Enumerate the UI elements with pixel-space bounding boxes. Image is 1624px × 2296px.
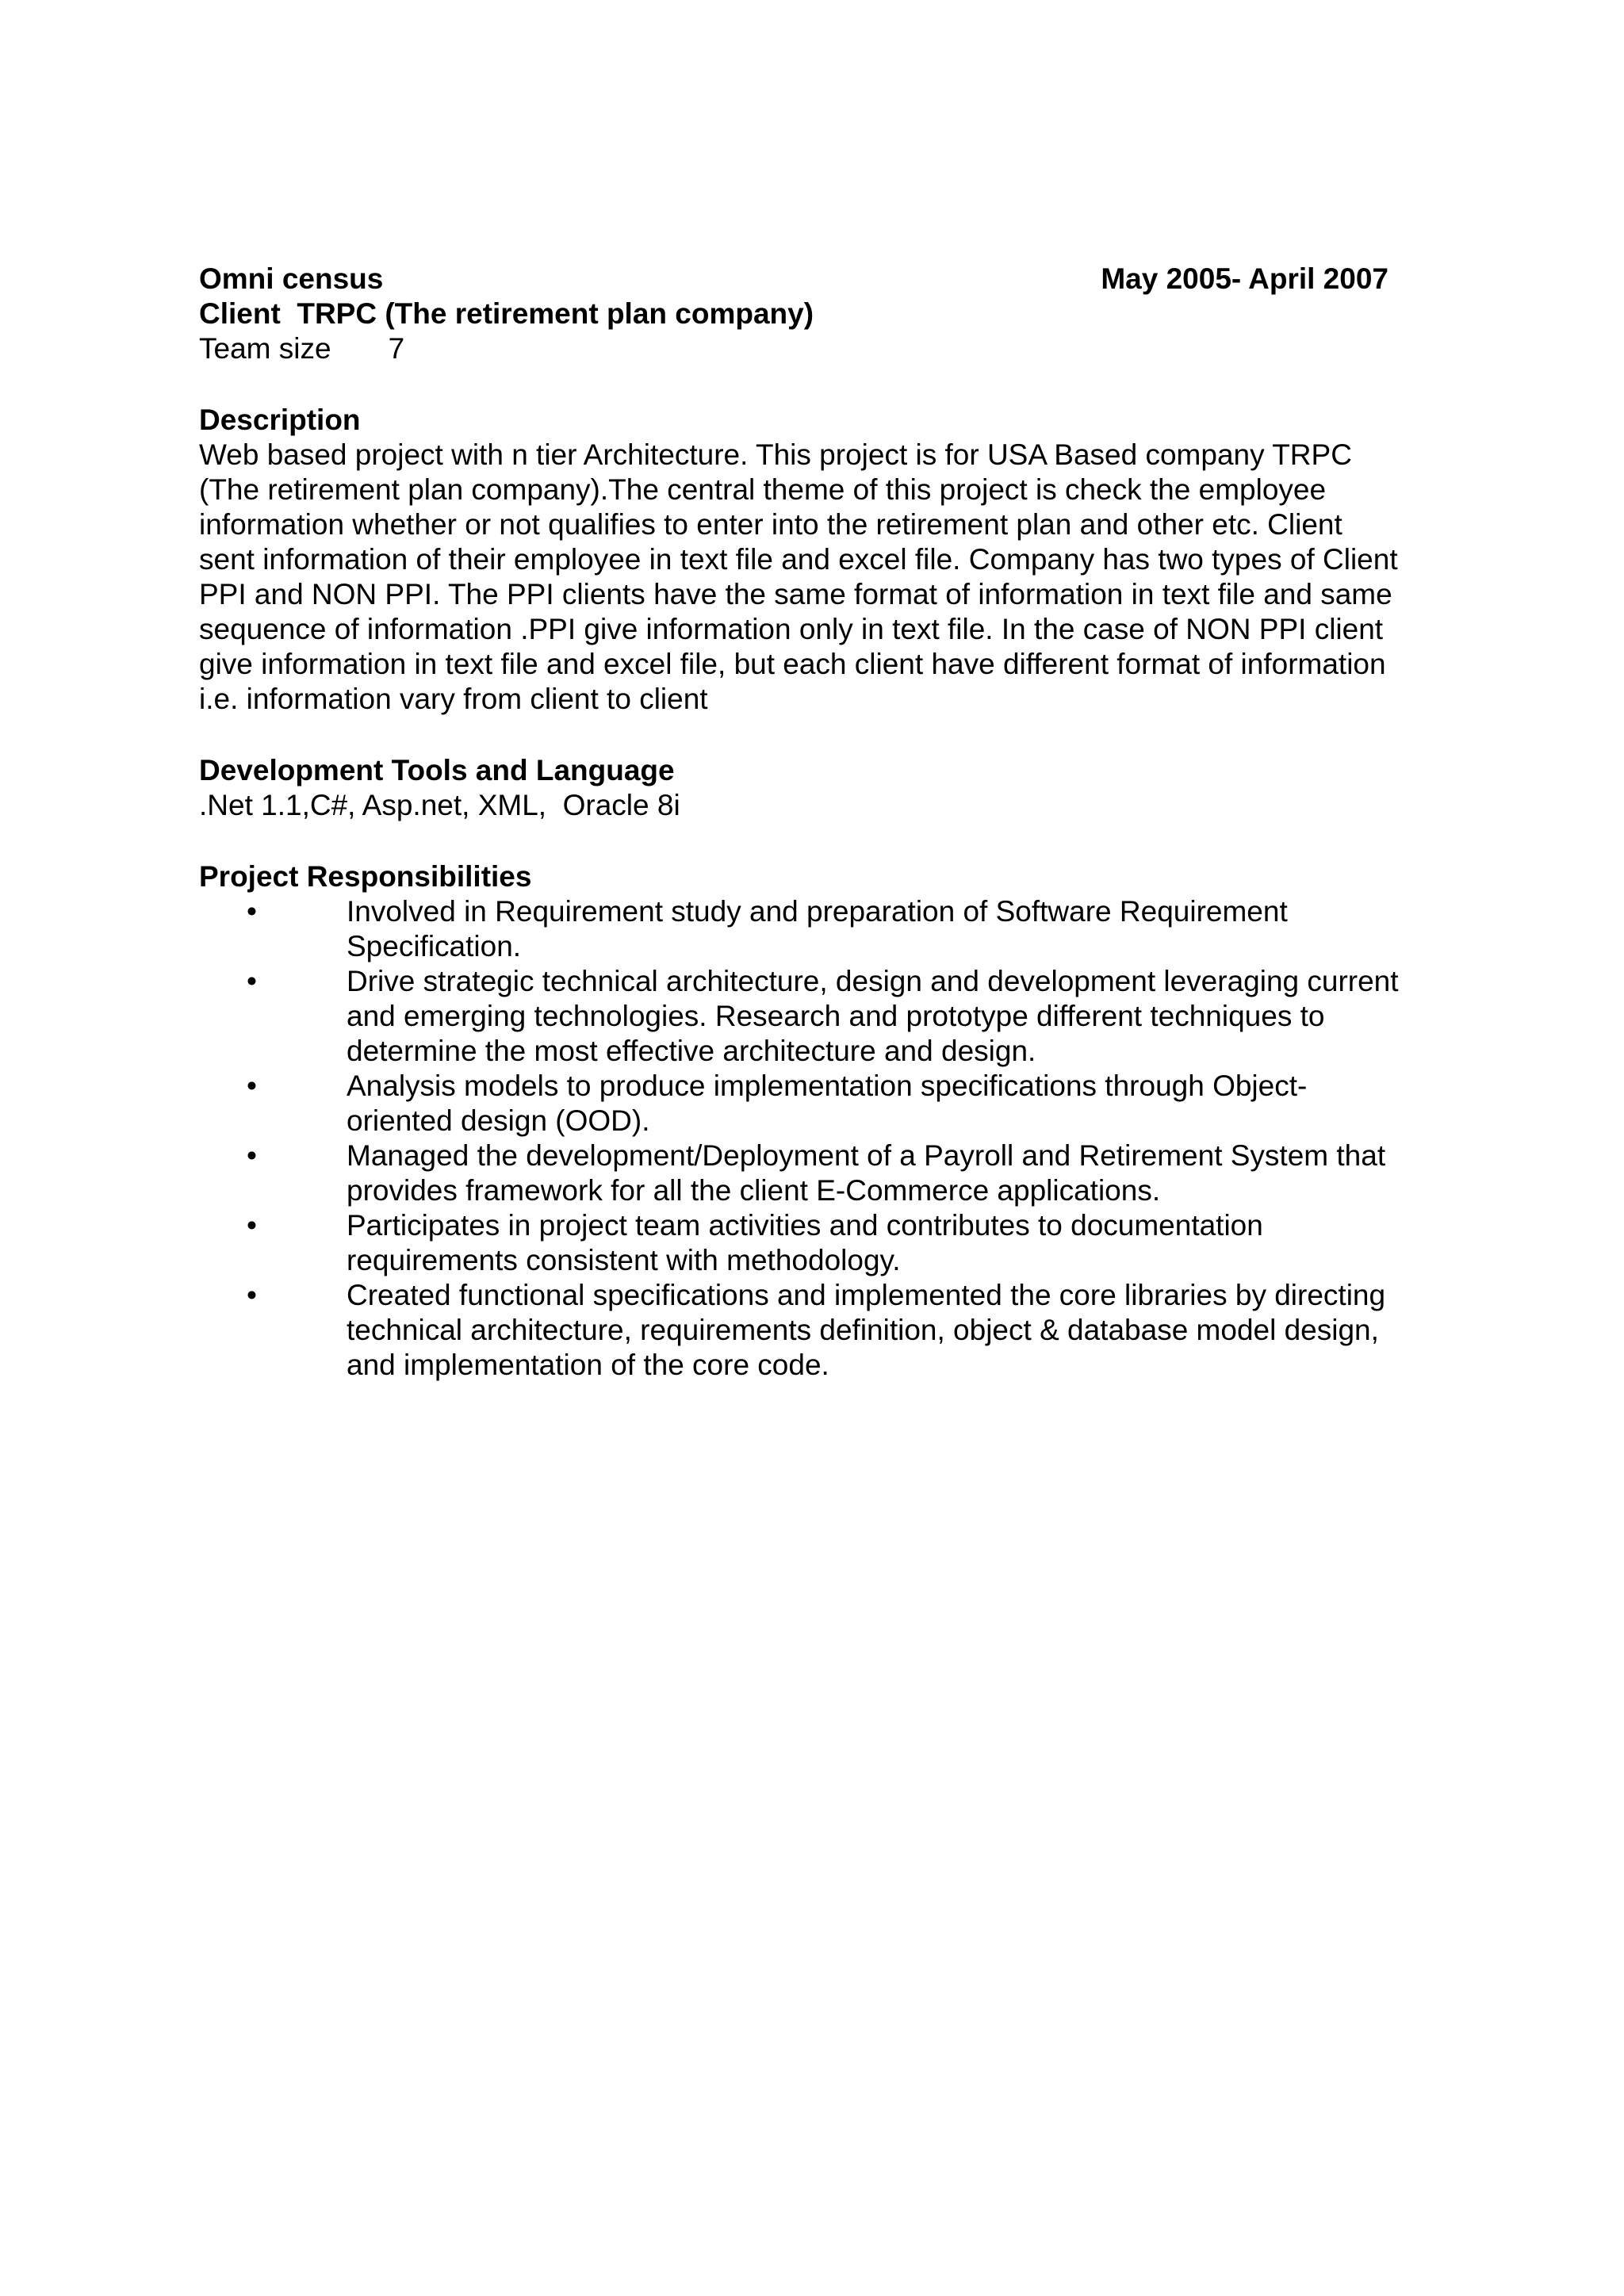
bullet-icon: • bbox=[247, 1139, 257, 1172]
project-header-row bbox=[199, 262, 1388, 297]
description-line: give information in text file and excel file, but each client have different format of information bbox=[199, 648, 1386, 680]
bullet-icon: • bbox=[247, 1209, 257, 1242]
description-line: Web based project with n tier Architecture. This project is for USA Based company TRPC bbox=[199, 438, 1352, 471]
description-heading: Description bbox=[199, 404, 361, 436]
list-item-line: Analysis models to produce implementation specifications through Object- bbox=[347, 1070, 1308, 1102]
team-size-line bbox=[199, 331, 1436, 366]
description-line: sequence of information .PPI give information only in text file. In the case of NON PPI client bbox=[199, 613, 1384, 645]
list-item bbox=[199, 894, 1436, 964]
project-dates: May 2005- April 2007 bbox=[1101, 262, 1388, 295]
description-line: i.e. information vary from client to client bbox=[199, 683, 708, 715]
list-item-line: technical architecture, requirements definition, object & database model design, bbox=[347, 1314, 1379, 1346]
list-item-line: oriented design (OOD). bbox=[347, 1104, 650, 1137]
description-line: PPI and NON PPI. The PPI clients have the same format of information in text file and same bbox=[199, 578, 1392, 610]
list-item-line: and implementation of the core code. bbox=[347, 1349, 829, 1381]
team-size-label: Team size bbox=[199, 332, 331, 365]
list-item-line: Participates in project team activities and contributes to documentation bbox=[347, 1209, 1263, 1242]
responsibilities-list bbox=[199, 894, 1436, 1383]
bullet-icon: • bbox=[247, 965, 257, 997]
project-name: Omni census bbox=[199, 262, 384, 295]
list-item bbox=[199, 1138, 1436, 1208]
list-item-line: Involved in Requirement study and preparation of Software Requirement bbox=[347, 895, 1288, 928]
list-item-line: Created functional specifications and implemented the core libraries by directing bbox=[347, 1279, 1386, 1311]
list-item bbox=[199, 1069, 1436, 1138]
client-line: Client TRPC (The retirement plan company) bbox=[199, 297, 814, 330]
list-item bbox=[199, 1278, 1436, 1383]
bullet-icon: • bbox=[247, 1070, 257, 1102]
list-item bbox=[199, 964, 1436, 1069]
resume-page bbox=[199, 262, 1436, 1383]
list-item bbox=[199, 1208, 1436, 1278]
list-item-line: requirements consistent with methodology. bbox=[347, 1244, 901, 1276]
description-line: sent information of their employee in text file and excel file. Company has two types of Client bbox=[199, 543, 1398, 576]
list-item-line: and emerging technologies. Research and prototype different techniques to bbox=[347, 1000, 1325, 1032]
bullet-icon: • bbox=[247, 1279, 257, 1311]
description-body bbox=[199, 438, 1436, 717]
bullet-icon: • bbox=[247, 895, 257, 928]
list-item-line: provides framework for all the client E-Commerce applications. bbox=[347, 1174, 1161, 1207]
team-size-value: 7 bbox=[388, 332, 405, 365]
list-item-line: determine the most effective architecture and design. bbox=[347, 1035, 1036, 1067]
description-line: (The retirement plan company).The central theme of this project is check the employee bbox=[199, 473, 1327, 506]
tools-text: .Net 1.1,C#, Asp.net, XML, Oracle 8i bbox=[199, 789, 680, 821]
list-item-line: Specification. bbox=[347, 930, 522, 962]
tools-heading: Development Tools and Language bbox=[199, 754, 675, 786]
responsibilities-heading: Project Responsibilities bbox=[199, 860, 532, 893]
list-item-line: Drive strategic technical architecture, design and development leveraging current bbox=[347, 965, 1399, 997]
list-item-line: Managed the development/Deployment of a Payroll and Retirement System that bbox=[347, 1139, 1386, 1172]
description-line: information whether or not qualifies to enter into the retirement plan and other etc. Client bbox=[199, 508, 1342, 541]
